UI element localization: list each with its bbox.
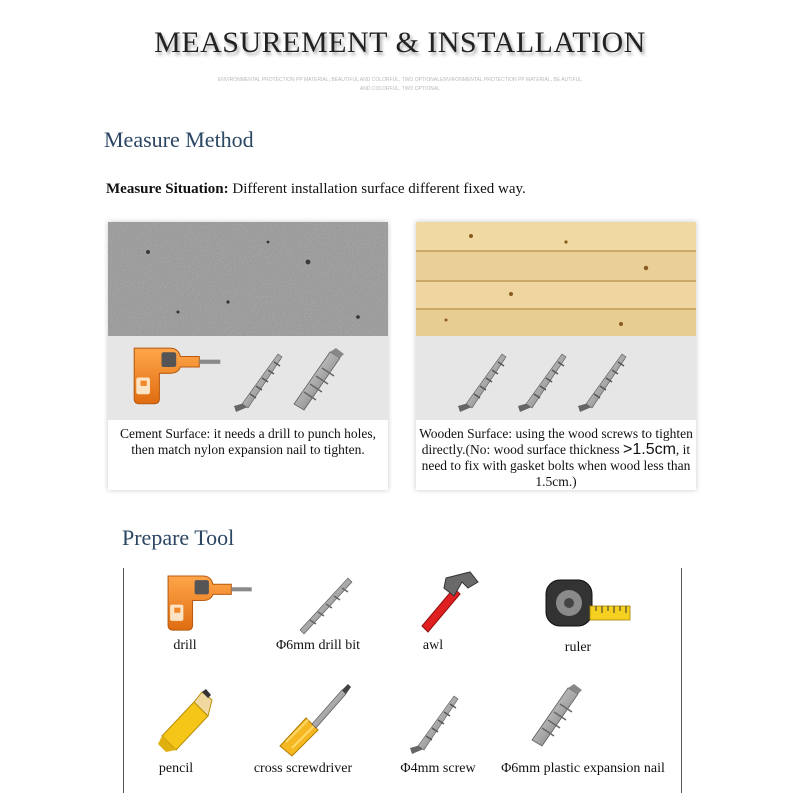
tool-label-drill-bit: Φ6mm drill bit: [275, 638, 361, 653]
measure-method-heading: Measure Method: [104, 127, 254, 152]
wood-text-b: , it need to fix with gasket bolts when wood less than 1.5cm.): [421, 442, 691, 489]
wooden-surface-card: [416, 222, 696, 490]
screwdriver-icon: [276, 680, 356, 758]
screw-icon: [458, 354, 506, 412]
cement-surface-description: Cement Surface: it needs a drill to punch holes, then match nylon expansion nail to tighten.: [119, 426, 377, 457]
drill-bit-icon: [294, 572, 358, 636]
wood-text-a: Wooden Surface: using the wood screws to tighten directly.(No: wood surface thickness: [419, 426, 693, 457]
page-subtitle: ENVIRONMENTAL PROTECTION PP MATERIAL, BEAUTIFUL AND COLORFUL, TWO OPTIONALENVIRONMENTAL PROTECTION PP MATERIAL, BE AUTIFUL AND COLORFUL, TWO OPTIONAL: [217, 77, 583, 92]
tool-frame-right-line: [681, 568, 682, 793]
cement-surface-card: [108, 222, 388, 490]
situation-text: Different installation surface different fixed way.: [232, 181, 526, 197]
pencil-icon: [154, 688, 214, 754]
tool-label-screw: Φ4mm screw: [400, 761, 476, 776]
measure-situation: [106, 181, 526, 198]
tool-label-awl: awl: [422, 638, 444, 653]
cement-tools-strip: [108, 336, 388, 420]
tape-measure-icon: [544, 576, 634, 632]
tool-label-pencil: pencil: [158, 761, 194, 776]
tool-label-expansion-nail: Φ6mm plastic expansion nail: [501, 761, 665, 776]
cement-texture-image: [108, 222, 388, 336]
screw-icon: [578, 354, 626, 412]
drill-icon: [134, 348, 220, 404]
tool-frame-left-line: [123, 568, 124, 793]
tool-label-ruler: ruler: [564, 640, 592, 655]
situation-label: Measure Situation:: [106, 181, 229, 197]
wood-texture-image: [416, 222, 696, 336]
hammer-icon: [414, 568, 486, 636]
wood-thickness-value: >1.5cm: [623, 441, 676, 458]
expansion-nail-icon: [528, 682, 594, 754]
screw-icon: [234, 354, 282, 412]
drill-icon: [164, 574, 260, 634]
wooden-surface-description: [418, 426, 694, 490]
screw-icon: [408, 692, 468, 758]
prepare-tool-heading: Prepare Tool: [122, 525, 235, 550]
tool-label-screwdriver: cross screwdriver: [253, 761, 353, 776]
page-title: MEASUREMENT & INSTALLATION: [154, 26, 646, 59]
wood-tools-strip: [416, 336, 696, 420]
tool-label-drill: drill: [173, 638, 197, 653]
screw-icon: [518, 354, 566, 412]
expansion-nail-icon: [294, 348, 344, 410]
